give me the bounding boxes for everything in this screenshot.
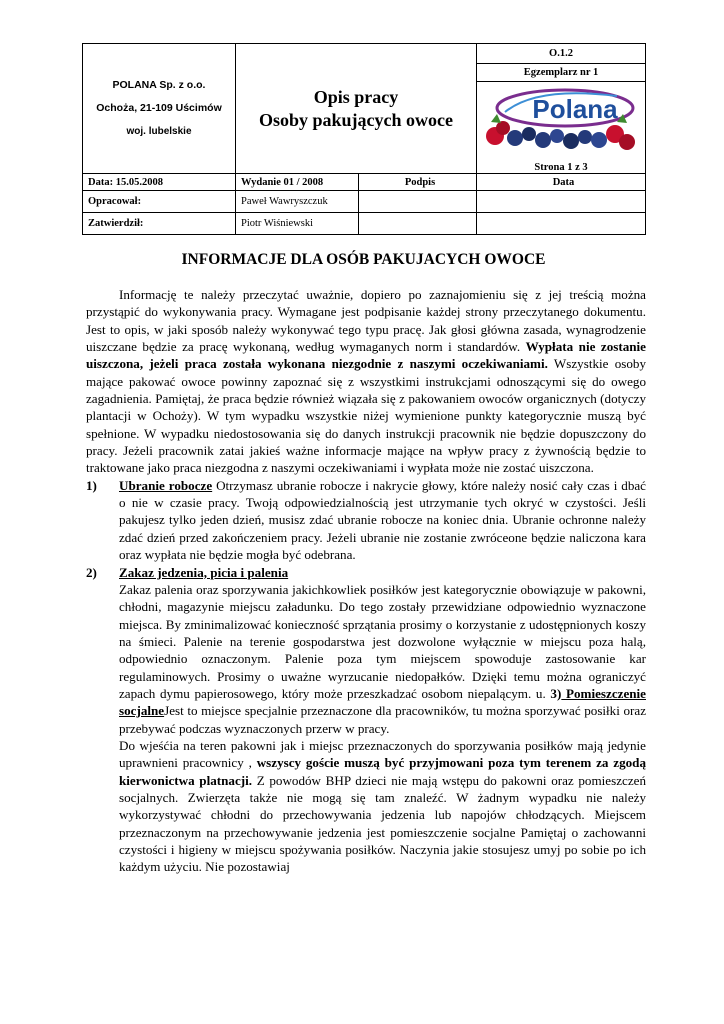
- section-3-number: 3): [550, 685, 562, 701]
- section-2-heading: [86, 564, 646, 581]
- logo-text: Polana: [532, 94, 618, 124]
- section-2-text-1: Zakaz palenia oraz sporzywania jakichkowliek posiłków jest kategorycznie obowiązuje w pakowni, chłodni, magazynie miejscu załadunku. Do tego zostały przewidziane odpowiednio wyznaczone miejsca. By zminimalizować konieczność sprzątania prosimy o korzystanie z udostępnionych koszy na śmieci. Palenie na terenie gospodarstwa jest dozwolone wyłącznie w miejscu poza halą, odpowiednio oznaczonym. Palenie poza tym miejscem spowoduje zastosowanie kar regulaminowych. Prosimy o uważne wyrzucanie niedopałków. Dzięki temu można ograniczyć zapach dymu papierosowego, który może przeszkadzać osobom niepalącym. u.: [119, 581, 646, 701]
- approved-date: [477, 213, 646, 235]
- section-1-text: Otrzymasz ubranie robocze i nakrycie głowy, które należy nosić cały czas i dbać o nie w czasie pracy. Twoją odpowiedzialnością jest utrzymanie tych okryć w czystości. Jeśli pakujesz tylko jeden dzień, musisz zdać ubranie robocze na koniec dnia. Ubranie ochronne należy zdać dzień przed zakończeniem pracy. Jeżeli ubranie nie zostanie zwróceone będzie naliczona kara oraz wypłata nie będzie mogła być odebrana.: [119, 477, 646, 563]
- section-2-number: 2): [86, 564, 97, 580]
- intro-paragraph: [86, 286, 646, 477]
- logo-page-cell: [477, 82, 646, 174]
- doc-edition: Wydanie 01 / 2008: [236, 174, 359, 191]
- section-3-text-a: Do wjeśćia na teren pakowni jak i miejsc przeznaczonych do sporzywania posiłków mają jedynie uprawnieni pracownicy ,: [119, 737, 646, 771]
- document-body: [86, 286, 646, 876]
- section-2-title: Zakaz jedzenia, picia i palenia: [119, 564, 289, 580]
- section-1-title: Ubranie robocze: [119, 477, 213, 493]
- section-1: [86, 477, 646, 564]
- polana-logo-graphic: [477, 82, 646, 156]
- copy-number: Egzemplarz nr 1: [477, 64, 646, 82]
- prepared-label: Opracował:: [83, 191, 236, 213]
- page-heading: INFORMACJE DLA OSÓB PAKUJACYCH OWOCE: [181, 251, 546, 268]
- date-label: Data: [477, 174, 646, 191]
- company-info: [83, 44, 236, 174]
- document-title: [236, 44, 477, 174]
- section-3-text: Jest to miejsce specjalnie przeznaczone dla pracowników, tu można sporzywać posiłki oraz przebywać podczas wyznaczonych przerw w pracy.: [119, 703, 646, 736]
- approved-sign: [359, 213, 477, 235]
- header-table: [82, 43, 646, 235]
- prepared-by: Paweł Wawryszczuk: [236, 191, 359, 213]
- section-3-paragraph: [86, 737, 646, 876]
- prepared-date: [477, 191, 646, 213]
- section-3-title: Pomieszczenie socjalne: [119, 685, 646, 719]
- company-region: woj. lubelskie: [126, 126, 192, 137]
- intro-bold: Wypłata nie zostanie uiszczona, jeżeli praca została wykonana niezgodnie z naszymi oczekiwaniami.: [86, 339, 646, 372]
- title-line1: Opis pracy: [313, 86, 399, 107]
- title-line2: Osoby pakujących owoce: [259, 109, 454, 130]
- polana-logo: [477, 82, 645, 152]
- doc-date: Data: 15.05.2008: [83, 174, 236, 191]
- doc-code: O.1.2: [477, 44, 646, 64]
- approved-label: Zatwierdził:: [83, 213, 236, 235]
- intro-text-1: Informację te należy przeczytać uważnie, dopiero po zaznajomieniu się z jej treścią można przystąpić do wykonywania pracy. Wymagane jest podpisanie każdej strony przeczytanego dokumentu. Jest to opis, w jaki sposób należy wykonywać tego typu pracę. Jak głosi główna zasada, wynagrodzenie uiszczane będzie za pracę wykonaną, według wymaganych norm i standardów.: [86, 287, 646, 355]
- section-2-text: [86, 581, 646, 737]
- section-3-bold: wszyscy goście muszą być przyjmowani poza tym terenem za zgodą kierwonictwa platnacji.: [119, 755, 646, 788]
- section-3-text-b: Z powodów BHP dzieci nie mają wstępu do pakowni oraz pomieszczeń socjalnych. Zwierzęta także nie mogą się tam znaleźć. W żadnym wypadku nie należy wykorzystywać chłodni do przechowywania jedzenia lub napojów chłodzących. Miejscem przeznaczonym na przechowywanie jedzenia jest pomieszczenie socjalne Pamiętaj o zachowanni czystości i higieny w miejscu spożywania posiłków. Naczynia jakie stosujesz umyj po sobie po ich każdym użyciu. Nie pozostawiaj: [119, 772, 646, 875]
- prepared-sign: [359, 191, 477, 213]
- approved-by: Piotr Wiśniewski: [236, 213, 359, 235]
- intro-text-2: Wszystkie osoby mające pakować owoce powinny zapoznać się z wszystkimi instrukcjami odnoszącymi się do owego zagadnienia. Pamiętaj, że praca będzie również wiązała się z pakowaniem owoców organicznych (dotyczy plantacji w Ochoży). W tym wypadku wszystkie niżej wymienione punkty kategorycznie muszą być spełnione. W wypadku niedostosowania się do danych instrukcji pracownik nie będzie dopuszczony do pracy. Jeżeli pracownik zatai jakieś ważne informacje mające na wpływ pracy z żywnością będzie to traktowane jako praca niezgodna z naszymi oczekiwaniami i wypłata może nie zostać uiszczona.: [86, 356, 647, 476]
- section-1-number: 1): [86, 477, 97, 493]
- company-name: POLANA Sp. z o.o.: [112, 79, 206, 91]
- page-number: Strona 1 z 3: [534, 162, 588, 173]
- company-address: Ochoża, 21-109 Uścimów: [96, 102, 222, 114]
- sign-label: Podpis: [359, 174, 477, 191]
